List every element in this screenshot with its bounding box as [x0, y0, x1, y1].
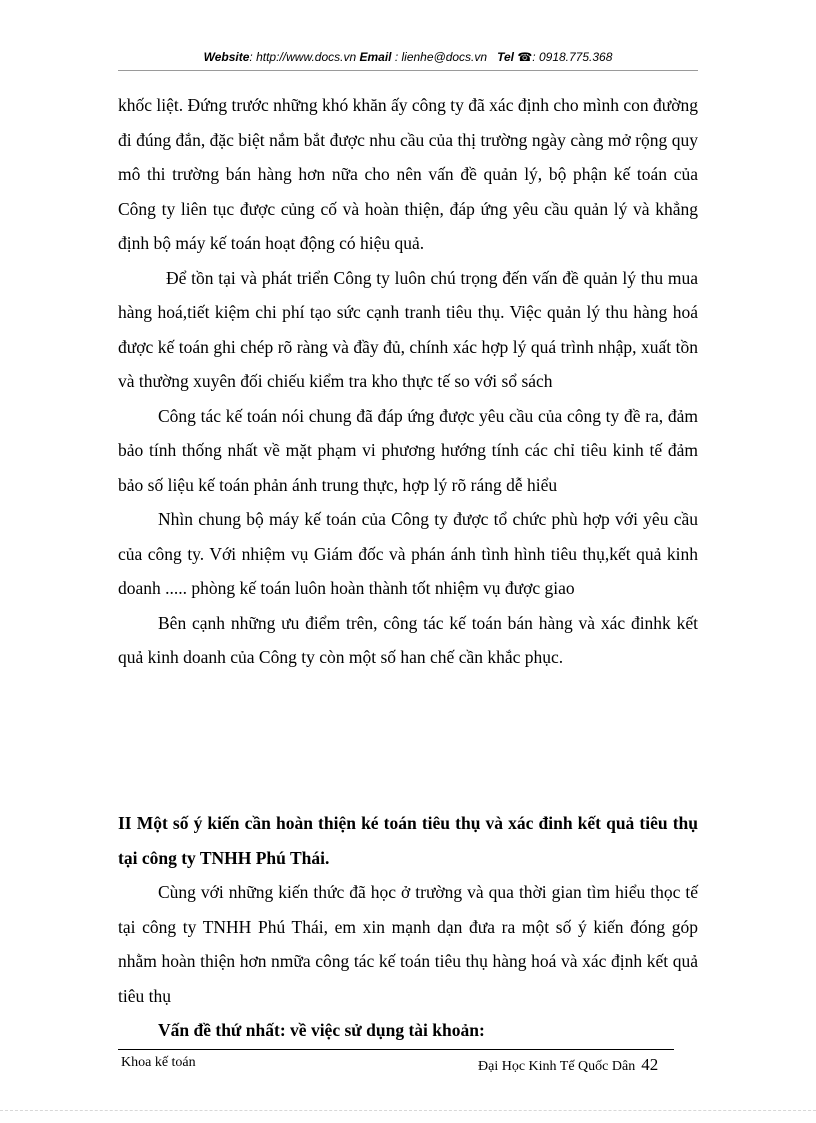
- website-label: Website: [203, 50, 250, 64]
- paragraph: Để tồn tại và phát triển Công ty luôn chú trọng đến vấn đề quản lý thu mua hàng hoá,tiết kiệm chi phí tạo sức cạnh tranh tiêu thụ. Việc quản lý thu hàng hoá được kế toán ghi chép rõ ràng và đầy đủ, chính xác hợp lý quá trình nhập, xuất tồn và thường xuyên đối chiếu kiểm tra kho thực tế so với sổ sách: [118, 267, 698, 391]
- section-two: [118, 806, 698, 1048]
- footer-divider: [118, 1049, 674, 1050]
- page-edge: [0, 1110, 816, 1111]
- footer-faculty: Khoa kế toán: [121, 1055, 196, 1070]
- tel-label: Tel: [497, 50, 514, 64]
- paragraph: Nhìn chung bộ máy kế toán của Công ty được tổ chức phù hợp với yêu cầu của công ty. Với nhiệm vụ Giám đốc và phán ánh tình hình tiêu thụ,kết quả kinh doanh ..... phòng kế toán luôn hoàn thành tốt nhiệm vụ được giao: [118, 509, 698, 598]
- section-subheading: Vấn đề thứ nhất: về việc sử dụng tài khoản:: [158, 1020, 485, 1040]
- footer-university: [478, 1055, 658, 1075]
- email-value: : lienhe@docs.vn: [391, 50, 488, 64]
- section-heading: II Một số ý kiến cần hoàn thiện ké toán tiêu thụ và xác đinh kết quả tiêu thụ tại công ty TNHH Phú Thái.: [118, 813, 698, 868]
- website-value: : http://www.docs.vn: [249, 50, 357, 64]
- phone-icon: ☎: [517, 50, 533, 64]
- paragraph: khốc liệt. Đứng trước những khó khăn ấy công ty đã xác định cho mình con đường đi đúng đắn, đặc biệt nắm bắt được nhu cầu của thị trường ngày càng mở rộng quy mô thi trường bán hàng hơn nữa cho nên vấn đề quản lý, bộ phận kế toán của Công ty liên tục được củng cố và hoàn thiện, đáp ứng yêu cầu quản lý và khẳng định bộ máy kế toán hoạt động có hiệu quả.: [118, 95, 698, 253]
- section-intro: Cùng với những kiến thức đã học ở trường và qua thời gian tìm hiểu thọc tế tại công ty TNHH Phú Thái, em xin mạnh dạn đưa ra một số ý kiến đóng góp nhằm hoàn thiện hơn nmữa công tác kế toán tiêu thụ hàng hoá và xác định kết quả tiêu thụ: [118, 882, 698, 1006]
- footer-university-name: Đại Học Kinh Tế Quốc Dân: [478, 1059, 636, 1074]
- document-body: [118, 88, 698, 675]
- page-number: 42: [641, 1055, 659, 1074]
- paragraph: Công tác kế toán nói chung đã đáp ứng được yêu cầu của công ty đề ra, đảm bảo tính thống nhất về mặt phạm vi phương hướng tính các chỉ tiêu kinh tế đảm bảo số liệu kế toán phản ánh trung thực, hợp lý rõ ráng dễ hiểu: [118, 405, 698, 495]
- page-header: [118, 50, 698, 64]
- tel-value: : 0918.775.368: [532, 50, 613, 64]
- header-divider: [118, 70, 698, 71]
- email-label: Email: [359, 50, 392, 64]
- paragraph: Bên cạnh những ưu điểm trên, công tác kế toán bán hàng và xác đinhk kết quả kinh doanh của Công ty còn một số han chế cần khắc phục.: [118, 612, 698, 667]
